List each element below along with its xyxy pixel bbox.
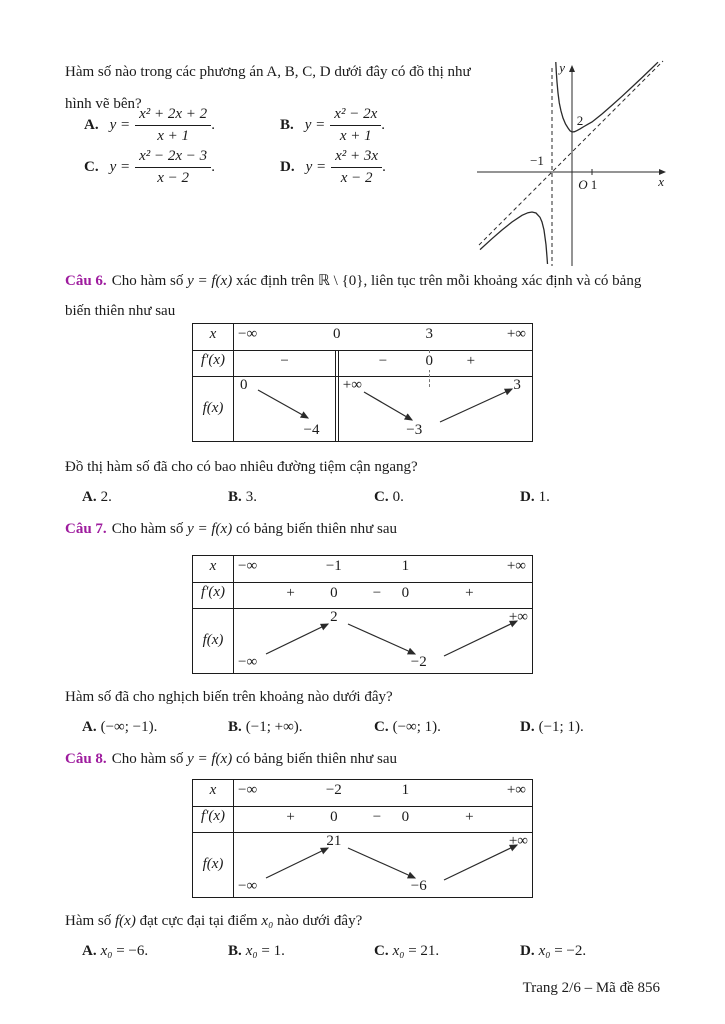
q5-option-d: D. y = $\frac{\text{x² + 3x}}{x - 2}$ . bbox=[280, 148, 386, 187]
f-values-row: −∞ 2 −2 +∞ bbox=[234, 608, 532, 673]
q6-statement-line1: Câu 6. Cho hàm số y = f(x) xác định trên ℝ \ {0}, liên tục trên mỗi khoảng xác định và có bảng bbox=[65, 273, 642, 289]
table-body: −∞ −2 1 +∞ + 0 − 0 + −∞ 21 −6 +∞ bbox=[234, 780, 532, 897]
q6-label: Câu 6. bbox=[65, 273, 107, 289]
row-header-f: f(x) bbox=[202, 856, 224, 872]
q5-option-b: B. y = $\frac{\text{x² − 2x}}{x + 1}$ . bbox=[280, 106, 385, 145]
q8-option-b: B. x₀ = 1. bbox=[228, 943, 285, 959]
q8-statement: Câu 8. Cho hàm số y = f(x) có bảng biến thiên như sau bbox=[65, 751, 397, 767]
row-header-fprime: f′(x) bbox=[200, 808, 226, 824]
fraction: $\frac{\text{x² + 2x + 2}}{x + 1}$ bbox=[135, 106, 211, 146]
arrow-decreasing bbox=[364, 392, 412, 420]
row-header-fprime: f′(x) bbox=[200, 352, 226, 368]
y-axis-label: y bbox=[559, 60, 565, 75]
tick-label-minus1: −1 bbox=[530, 153, 544, 168]
equation-lhs: y = bbox=[109, 159, 131, 176]
fraction: $\frac{\text{x² − 2x − 3}}{x - 2}$ bbox=[135, 148, 211, 188]
tick-label-1: 1 bbox=[590, 177, 598, 192]
monotonicity-arrows bbox=[234, 832, 533, 897]
x-axis-label: x bbox=[658, 174, 664, 189]
arrow-increasing bbox=[444, 621, 517, 656]
q6-question: Đồ thị hàm số đã cho có bao nhiêu đường tiệm cận ngang? bbox=[65, 459, 418, 475]
q7-statement: Câu 7. Cho hàm số y = f(x) có bảng biến thiên như sau bbox=[65, 521, 397, 537]
q6-option-b: B. 3. bbox=[228, 489, 258, 505]
equation-lhs: y = bbox=[305, 159, 327, 176]
f-values-row: 0 −4 +∞ −3 3 bbox=[234, 376, 532, 441]
function-graph bbox=[473, 58, 673, 270]
q6-option-d: D. 1. bbox=[520, 489, 550, 505]
row-header-x: x bbox=[209, 326, 217, 342]
q7-option-b: B. (−1; +∞). bbox=[228, 719, 303, 735]
equation-lhs: y = bbox=[109, 117, 131, 134]
fraction: $\frac{\text{x² + 3x}}{x - 2}$ bbox=[331, 148, 382, 188]
arrow-increasing bbox=[266, 848, 328, 878]
q8-option-c: C. x₀ = 21. bbox=[374, 943, 440, 959]
origin-label: O bbox=[578, 177, 588, 192]
table-body: −∞ −1 1 +∞ + 0 − 0 + −∞ 2 −2 +∞ bbox=[234, 556, 532, 673]
fraction: $\frac{\text{x² − 2x}}{x + 1}$ bbox=[330, 106, 381, 146]
curve-lower-branch bbox=[480, 212, 548, 264]
option-letter: D. bbox=[280, 159, 295, 176]
row-header-f: f(x) bbox=[202, 632, 224, 648]
variation-table-q8 bbox=[192, 779, 533, 898]
q5-option-a: A. y = $\frac{\text{x² + 2x + 2}}{x + 1}$ . bbox=[84, 106, 215, 145]
f-values-row: −∞ 21 −6 +∞ bbox=[234, 832, 532, 897]
monotonicity-arrows bbox=[234, 376, 533, 441]
monotonicity-arrows bbox=[234, 608, 533, 673]
q8-question: Hàm số f(x) đạt cực đại tại điểm x₀ nào dưới đây? bbox=[65, 913, 363, 929]
arrow-decreasing bbox=[258, 390, 308, 418]
q5-statement-line2: hình vẽ bên? bbox=[65, 96, 142, 112]
arrow-decreasing bbox=[348, 624, 415, 654]
curve-min-label-2: 2 bbox=[576, 113, 584, 128]
row-header-x: x bbox=[209, 558, 217, 574]
q8-option-d: D. x₀ = −2. bbox=[520, 943, 587, 959]
q7-option-a: A. (−∞; −1). bbox=[82, 719, 158, 735]
page-footer: Trang 2/6 – Mã đề 856 bbox=[522, 980, 660, 996]
table-body: −∞ 0 3 +∞ − − 0 + 0 −4 +∞ −3 3 bbox=[234, 324, 532, 441]
row-header-x: x bbox=[209, 782, 217, 798]
q5-option-c: C. y = $\frac{\text{x² − 2x − 3}}{x - 2}$ . bbox=[84, 148, 215, 187]
arrow-increasing bbox=[266, 624, 328, 654]
row-header-f: f(x) bbox=[202, 400, 224, 416]
arrow-increasing bbox=[444, 845, 517, 880]
q6-option-c: C. 0. bbox=[374, 489, 404, 505]
row-header-fprime: f′(x) bbox=[200, 584, 226, 600]
q7-label: Câu 7. bbox=[65, 521, 107, 537]
q6-option-a: A. 2. bbox=[82, 489, 112, 505]
variation-table-q6 bbox=[192, 323, 533, 442]
q6-statement-line2: biến thiên như sau bbox=[65, 303, 176, 319]
q8-option-a: A. x₀ = −6. bbox=[82, 943, 149, 959]
arrow-increasing bbox=[440, 389, 512, 422]
oblique-asymptote bbox=[479, 61, 663, 245]
discontinuity-double-bar bbox=[335, 350, 339, 441]
q7-option-c: C. (−∞; 1). bbox=[374, 719, 441, 735]
q7-option-d: D. (−1; 1). bbox=[520, 719, 584, 735]
option-letter: C. bbox=[84, 159, 99, 176]
arrow-decreasing bbox=[348, 848, 415, 878]
equation-lhs: y = bbox=[304, 117, 326, 134]
q8-label: Câu 8. bbox=[65, 751, 107, 767]
q7-question: Hàm số đã cho nghịch biến trên khoảng nào dưới đây? bbox=[65, 689, 393, 705]
q5-statement-line1: Hàm số nào trong các phương án A, B, C, D dưới đây có đồ thị như bbox=[65, 64, 471, 80]
option-letter: B. bbox=[280, 117, 294, 134]
option-letter: A. bbox=[84, 117, 99, 134]
curve-upper-branch bbox=[556, 62, 658, 132]
variation-table-q7 bbox=[192, 555, 533, 674]
